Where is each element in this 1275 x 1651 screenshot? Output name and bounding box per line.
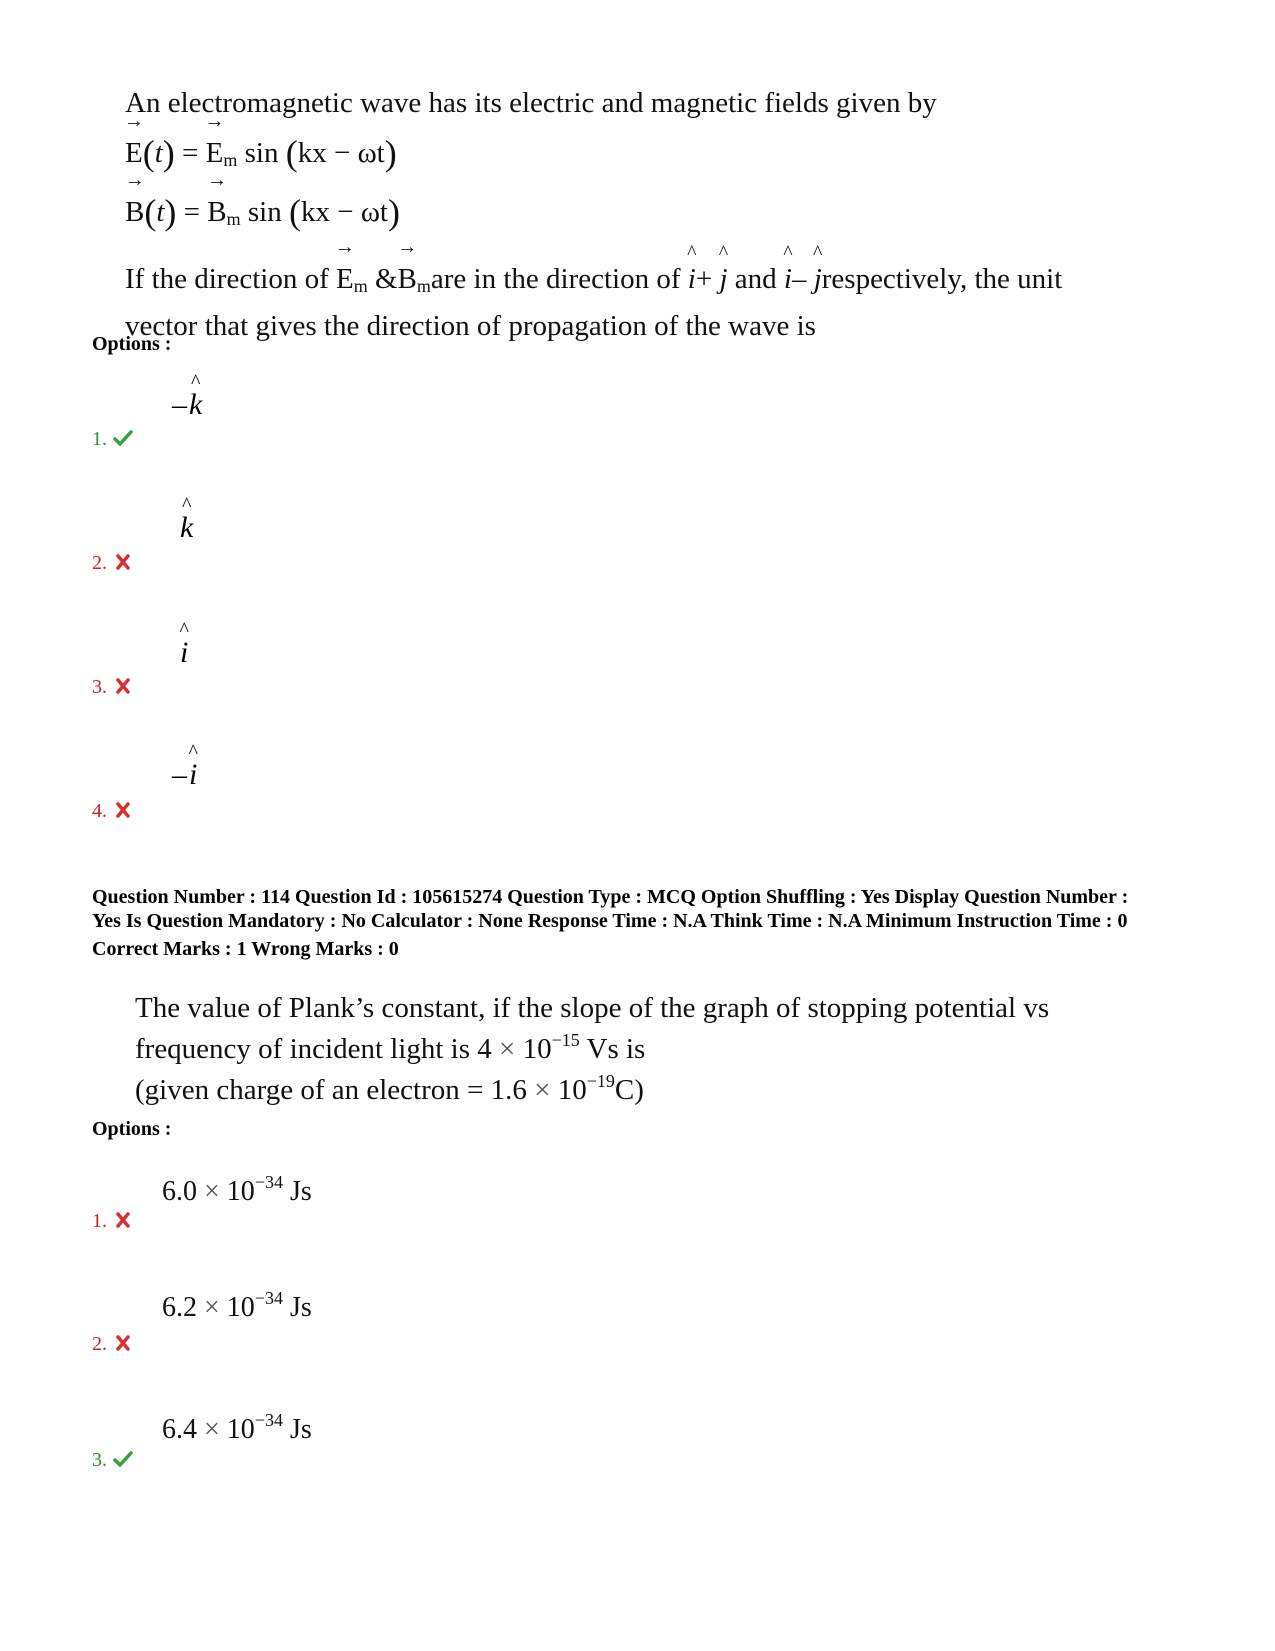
q113-l4-i2: ^ i xyxy=(784,259,792,299)
q113-l4-and: and xyxy=(727,263,784,295)
eq-b-lhs: → B xyxy=(125,192,144,232)
eq-e-amp: → E xyxy=(206,133,224,173)
q114-l2-c: Vs is xyxy=(579,1033,646,1065)
q113-l4-b: are in the direction of xyxy=(430,263,688,295)
q114-l3-exp: −19 xyxy=(586,1071,615,1091)
eq-e-func: sin xyxy=(237,137,279,169)
q113-option-2[interactable] xyxy=(92,552,133,575)
option-number: 1. xyxy=(92,428,107,450)
q114-option-1[interactable] xyxy=(92,1210,133,1233)
q113-option-1[interactable] xyxy=(92,428,133,451)
mantissa: 6.0 xyxy=(162,1176,197,1207)
q113-l4-minus: – xyxy=(791,263,814,295)
q114-l2-times: × xyxy=(499,1033,516,1065)
q113-l4-amp: & xyxy=(367,263,398,295)
question-114-text xyxy=(135,992,1049,1106)
q114-option-1-value[interactable] xyxy=(162,1172,312,1208)
q113-option-4-value[interactable] xyxy=(172,758,197,792)
option-number: 3. xyxy=(92,676,107,698)
cross-icon xyxy=(113,801,133,819)
mantissa: 6.2 xyxy=(162,1292,197,1323)
meta-line-1: Question Number : 114 Question Id : 105615274 Question Type : MCQ Option Shuffling : Yes Display Question Number : xyxy=(92,886,1129,908)
eq-e-lhs: → E xyxy=(125,133,143,173)
eq-b-amp: → B xyxy=(207,192,226,232)
q113-l4-a: If the direction of xyxy=(125,263,336,295)
option-symbol: ^ k xyxy=(189,388,202,422)
option-symbol: ^ k xyxy=(180,511,193,545)
option-number: 2. xyxy=(92,552,107,574)
q113-option-3-value[interactable] xyxy=(178,636,188,670)
q114-l3-times: × xyxy=(534,1074,551,1106)
eq-e-sub: m xyxy=(223,150,238,170)
q113-l4-i1: ^ i xyxy=(688,259,696,299)
base: 10 xyxy=(226,1292,255,1323)
q113-l4-j1: ^ j xyxy=(719,259,727,299)
q113-option-3[interactable] xyxy=(92,676,133,699)
q114-line1: The value of Plank’s constant, if the slope of the graph of stopping potential vs xyxy=(135,992,1050,1024)
times-sign: × xyxy=(204,1292,220,1323)
question-113-text xyxy=(125,83,1062,346)
base: 10 xyxy=(226,1176,255,1207)
option-number: 1. xyxy=(92,1210,107,1232)
q114-l3-c: C) xyxy=(614,1074,644,1106)
q113-l4-em: → E xyxy=(336,259,354,299)
q114-option-3[interactable] xyxy=(92,1449,133,1472)
eq-e-equals: = xyxy=(174,137,206,169)
eq-b-arg: t xyxy=(156,196,165,228)
q114-l2-b: 10 xyxy=(515,1033,552,1065)
unit: Js xyxy=(289,1414,312,1445)
option-number: 2. xyxy=(92,1333,107,1355)
q114-line3 xyxy=(135,1065,1049,1106)
exponent: −34 xyxy=(254,1410,283,1430)
times-sign: × xyxy=(204,1176,220,1207)
q114-option-2[interactable] xyxy=(92,1333,133,1356)
base: 10 xyxy=(226,1414,255,1445)
check-icon xyxy=(113,1450,133,1468)
cross-icon xyxy=(113,1211,133,1229)
q114-line2 xyxy=(135,1024,1049,1065)
option-sign: – xyxy=(172,758,187,791)
meta-line-2: Yes Is Question Mandatory : No Calculator : None Response Time : N.A Think Time : N.A Minimum Instruction Time : 0 xyxy=(92,910,1128,932)
q113-eq-e: → E(t) = → $E_m$ sin (kx − ωt) xyxy=(125,133,1062,180)
option-symbol: ^ i xyxy=(180,636,188,670)
eq-e-arg: t xyxy=(154,137,163,169)
cross-icon xyxy=(113,1334,133,1352)
q113-eq-b: → B(t) = → $B_m$ sin (kx − ωt) xyxy=(125,192,1062,239)
q114-l3-b: 10 xyxy=(550,1074,587,1106)
unit: Js xyxy=(289,1292,312,1323)
cross-icon xyxy=(113,553,133,571)
unit: Js xyxy=(289,1176,312,1207)
q114-l2-a: frequency of incident light is 4 xyxy=(135,1033,500,1065)
eq-b-equals: = xyxy=(176,196,208,228)
q114-l3-a: (given charge of an electron = 1.6 xyxy=(135,1074,535,1106)
q113-option-2-value[interactable] xyxy=(178,511,193,545)
q114-option-3-value[interactable] xyxy=(162,1410,312,1446)
check-icon xyxy=(113,429,133,447)
q114-l2-exp: −15 xyxy=(551,1030,580,1050)
q113-l4-plus: + xyxy=(695,263,720,295)
eq-b-func: sin xyxy=(240,196,282,228)
q113-l4-bm: → B xyxy=(398,259,417,299)
exponent: −34 xyxy=(254,1288,283,1308)
times-sign: × xyxy=(204,1414,220,1445)
question-114-meta xyxy=(92,885,1212,961)
q113-l4-j2: ^ j xyxy=(814,259,822,299)
q113-options-label: Options : xyxy=(92,333,172,355)
q113-option-4[interactable] xyxy=(92,800,133,823)
meta-line-3: Correct Marks : 1 Wrong Marks : 0 xyxy=(92,938,399,960)
eq-e-inner: kx − ωt xyxy=(297,137,385,169)
exponent: −34 xyxy=(254,1172,283,1192)
eq-b-sub: m xyxy=(226,209,241,229)
option-sign: – xyxy=(172,388,187,421)
eq-b-inner: kx − ωt xyxy=(300,196,388,228)
mantissa: 6.4 xyxy=(162,1414,197,1445)
q113-l4-bm-sub: m xyxy=(416,276,431,296)
q113-line4 xyxy=(125,259,1062,306)
q113-option-1-value[interactable] xyxy=(172,388,202,422)
cross-icon xyxy=(113,677,133,695)
option-number: 4. xyxy=(92,800,107,822)
option-number: 3. xyxy=(92,1449,107,1471)
q114-options-label: Options : xyxy=(92,1118,172,1140)
q113-l4-em-sub: m xyxy=(353,276,368,296)
q113-line1: An electromagnetic wave has its electric and magnetic fields given by xyxy=(125,87,937,119)
option-symbol: ^ i xyxy=(189,758,197,792)
q113-line5: vector that gives the direction of propagation of the wave is xyxy=(125,310,816,342)
q113-l4-c: respectively, the unit xyxy=(821,263,1063,295)
q114-option-2-value[interactable] xyxy=(162,1288,312,1324)
